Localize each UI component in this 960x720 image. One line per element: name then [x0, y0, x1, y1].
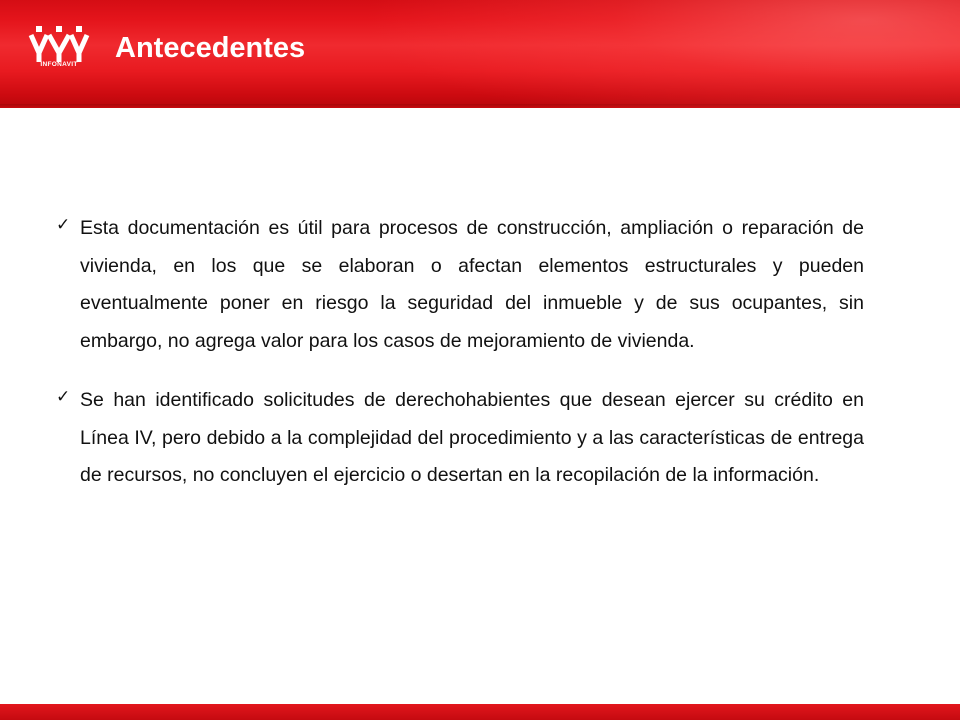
bullet-item: [56, 382, 864, 495]
header-bottom-edge: [0, 104, 960, 108]
header-bar: [0, 0, 960, 108]
bullet-text: Se han identificado solicitudes de derechohabientes que desean ejercer su crédito en Línea IV, pero debido a la complejidad del procedimiento y a las características de entrega de recursos, no concluyen el ejercicio o desertan en la recopilación de la información.: [80, 389, 864, 486]
checkmark-icon: ✓: [56, 387, 71, 407]
checkmark-icon: ✓: [56, 215, 71, 235]
logo-wordmark: INFONAVIT: [40, 61, 78, 68]
content-area: [56, 210, 864, 517]
infonavit-logo-icon: [28, 26, 90, 66]
page-title: Antecedentes: [115, 32, 306, 64]
footer-bar: [0, 704, 960, 720]
bullet-text: Esta documentación es útil para procesos de construcción, ampliación o reparación de vivienda, en los que se elaboran o afectan elementos estructurales y pueden eventualmente poner en riesgo la seguridad del inmueble y de sus ocupantes, sin embargo, no agrega valor para los casos de mejoramiento de vivienda.: [80, 217, 864, 352]
bullet-item: [56, 210, 864, 360]
